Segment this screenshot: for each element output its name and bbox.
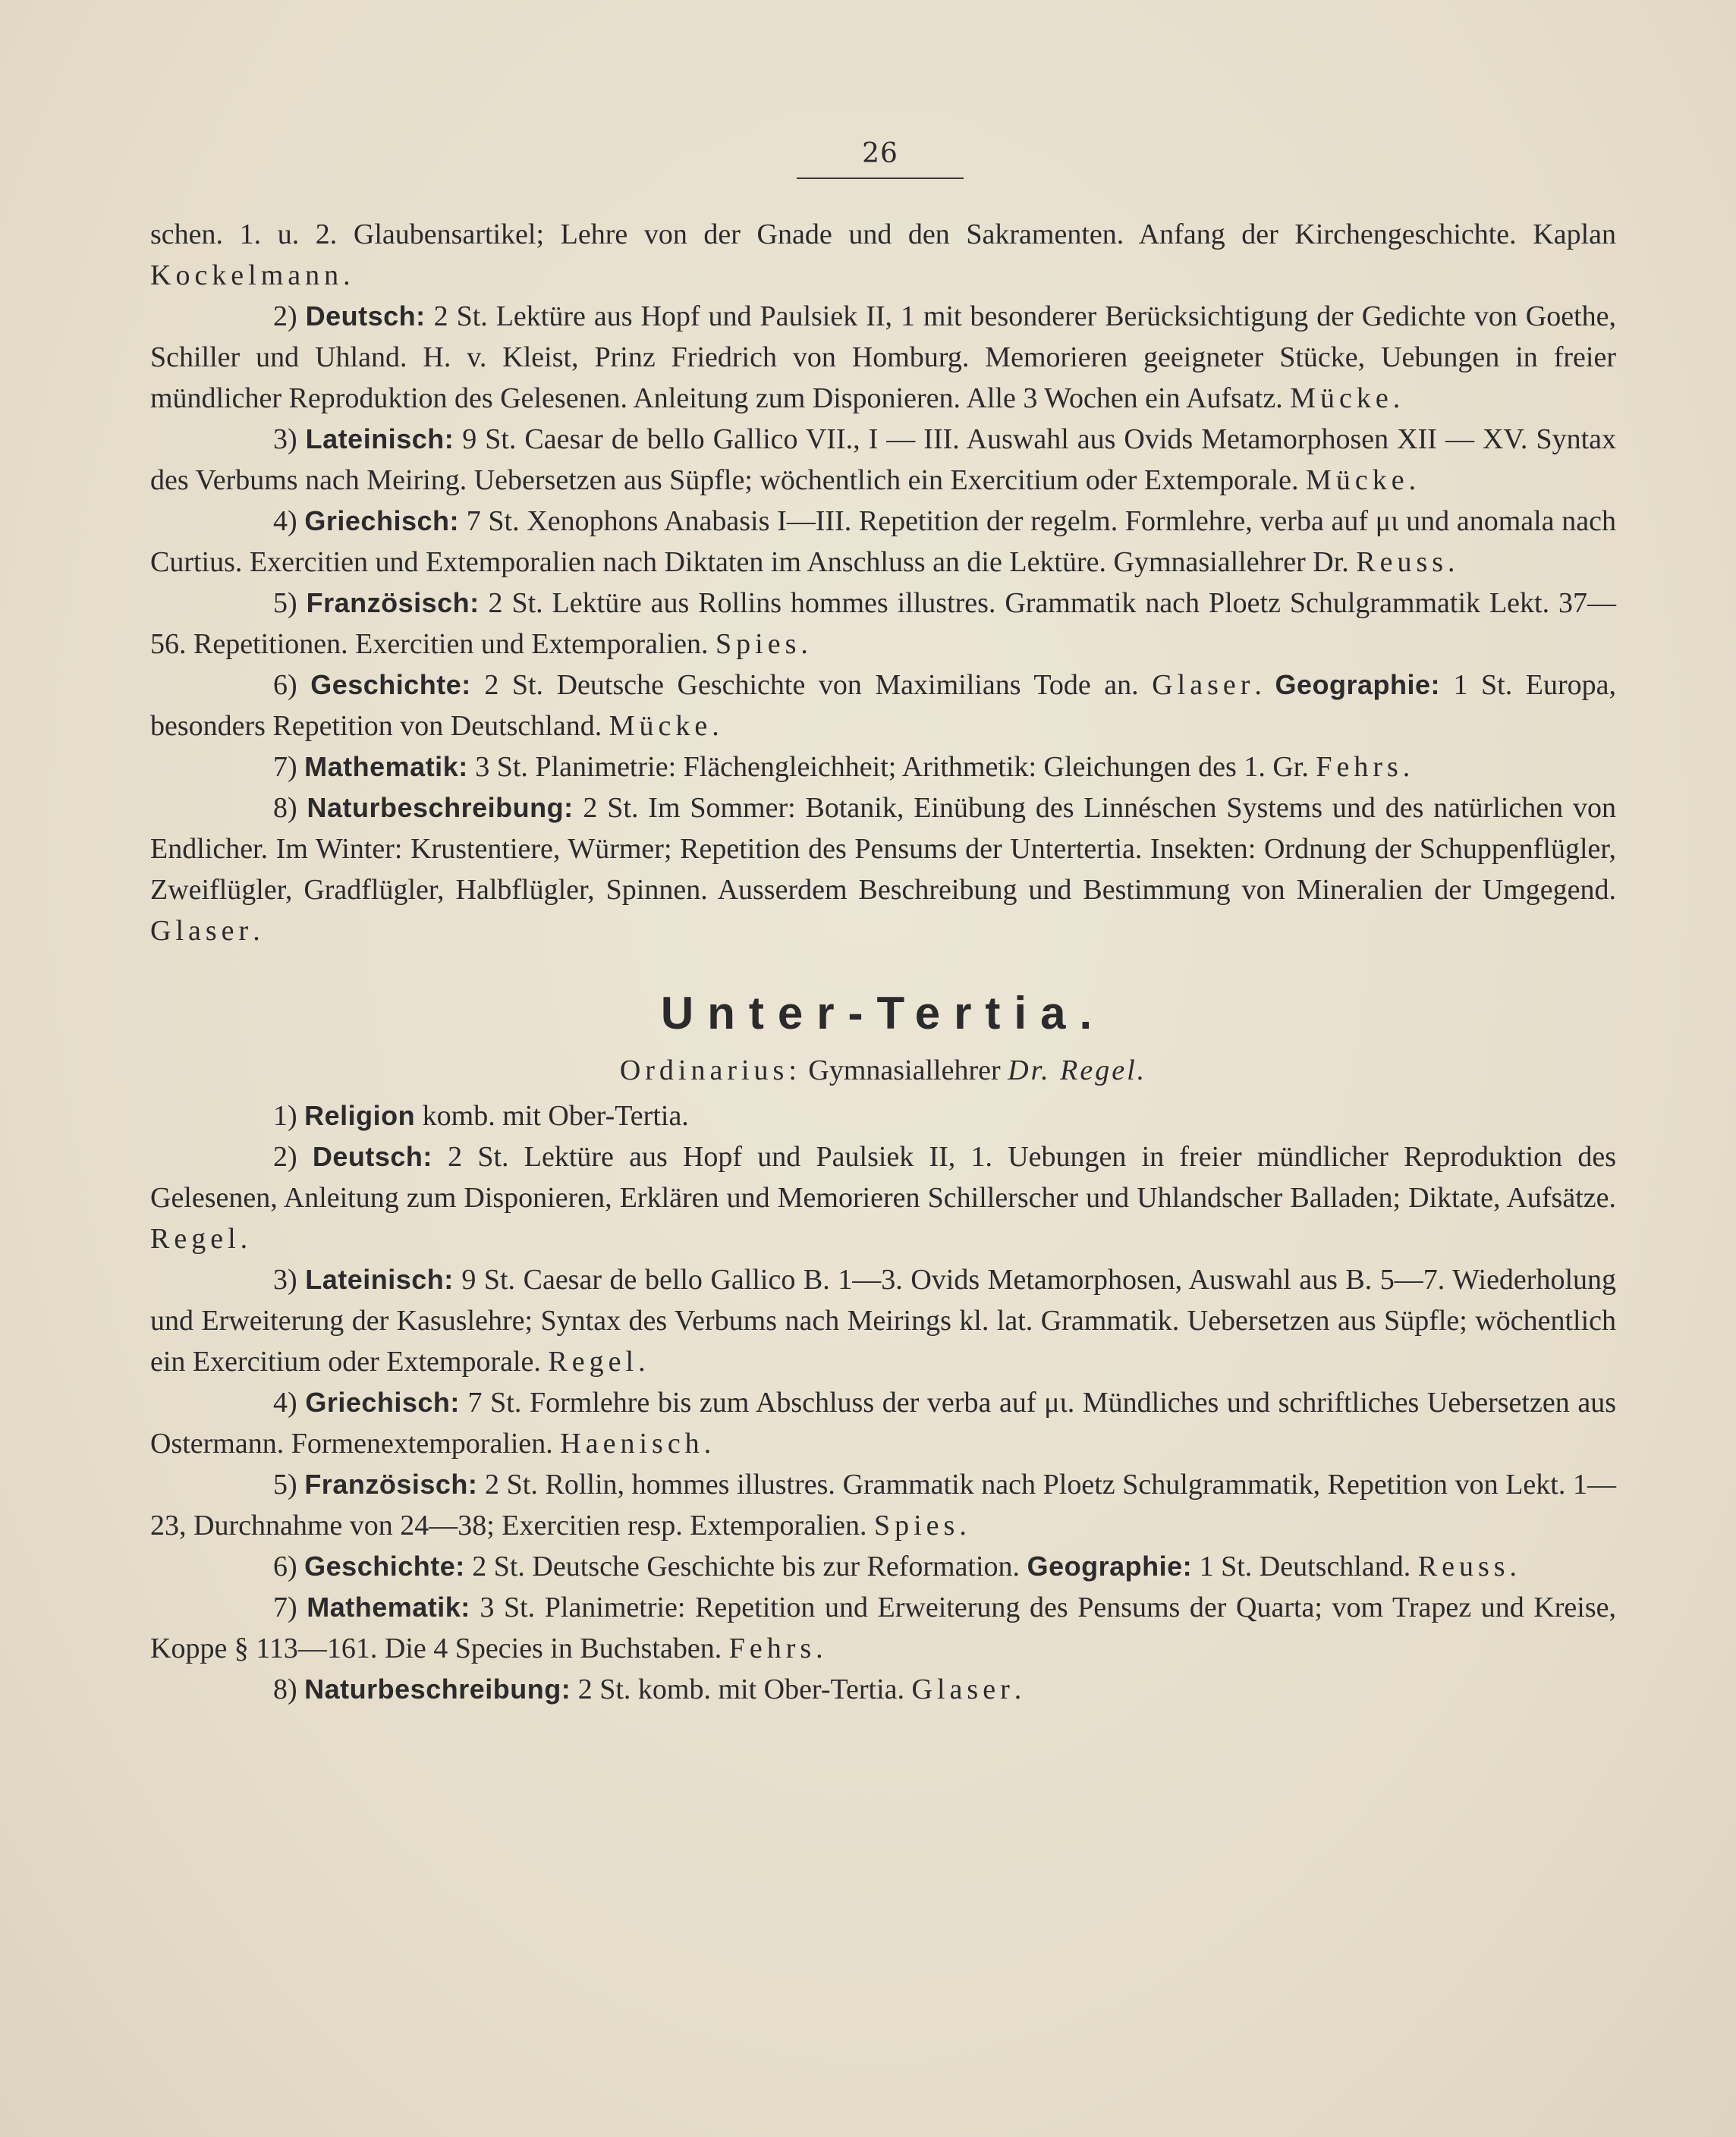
paragraph-text: komb. mit Ober-Tertia. <box>415 1100 689 1132</box>
punctuation: . <box>1402 751 1410 783</box>
punctuation: . <box>800 628 808 660</box>
paragraph-deutsch-ut <box>150 1136 1616 1259</box>
subject-heading: Französisch: <box>306 587 480 618</box>
page-number-rule <box>797 178 964 179</box>
punctuation: . <box>703 1428 712 1460</box>
paragraph-franzoesisch <box>150 583 1616 665</box>
paragraph-lateinisch-ut <box>150 1259 1616 1382</box>
paragraph-text: 2 St. Lektüre aus Rollins hommes illustres. Grammatik nach Ploetz Schulgrammatik Lekt. 37—56. Repetitionen. Exercitien und Extemporalien. <box>150 587 1616 660</box>
punctuation: . <box>1014 1673 1022 1705</box>
teacher-name: Regel <box>150 1223 241 1255</box>
subject-heading: Griechisch: <box>304 505 459 536</box>
item-number: 5) <box>273 587 297 619</box>
teacher-name: Reuss <box>1356 546 1448 578</box>
subject-heading: Geschichte: <box>310 669 471 700</box>
paragraph-text: 2 St. Lektüre aus Hopf und Paulsiek II, 1. Uebungen in freier mündlicher Reproduktion des Gelesenen, Anleitung zum Disponieren, Erklären und Memorieren Schillerscher und Uhlandscher Balladen; Diktate, Aufsätze. <box>150 1141 1617 1214</box>
teacher-name: Mücke <box>609 710 712 742</box>
teacher-name: Fehrs <box>728 1633 816 1664</box>
paragraph-text: 3 St. Planimetrie: Repetition und Erweiterung des Pensums der Quarta; vom Trapez und Kreise, Koppe § 113—161. Die 4 Species in Buchstaben. <box>150 1592 1616 1664</box>
subject-heading: Mathematik: <box>304 751 468 782</box>
item-number: 7) <box>273 1592 297 1623</box>
paragraph-mathematik-ut <box>150 1587 1616 1669</box>
paragraph-text: 9 St. Caesar de bello Gallico VII., I — III. Auswahl aus Ovids Metamorphosen XII — XV. Syntax des Verbums nach Meiring. Uebersetzen aus Süpfle; wöchentlich ein Exercitium oder Extemporale. <box>150 423 1617 496</box>
teacher-name: Glaser <box>911 1673 1014 1705</box>
item-number: 8) <box>273 1673 297 1705</box>
paragraph-franzoesisch-ut <box>150 1464 1616 1546</box>
paragraph-text: 2 St. Lektüre aus Hopf und Paulsiek II, 1 mit besonderer Berücksichtigung der Gedichte von Goethe, Schiller und Uhland. H. v. Kleist, Prinz Friedrich von Homburg. Memorieren geeigneter Stücke, Uebungen in freier mündlicher Reproduktion des Gelesenen. Anleitung zum Disponieren. Alle 3 Wochen ein Aufsatz. <box>150 300 1617 414</box>
punctuation: . <box>343 259 351 291</box>
paragraph-lateinisch <box>150 419 1616 501</box>
section-title: Unter-Tertia. <box>660 988 1106 1039</box>
teacher-name: Fehrs <box>1316 751 1403 783</box>
paragraph-naturbeschreibung-ut <box>150 1669 1616 1710</box>
paragraph-religion <box>150 1095 1616 1136</box>
teacher-name: Reuss <box>1417 1551 1510 1582</box>
punctuation: . <box>712 710 719 742</box>
ordinarius-title: Gymnasiallehrer <box>800 1054 1008 1086</box>
subject-heading: Naturbeschreibung: <box>304 1673 571 1705</box>
subject-heading-geographie: Geographie: <box>1275 669 1440 700</box>
paragraph-text: 2 St. Im Sommer: Botanik, Einübung des Linnéschen Systems und des natürlichen von Endlicher. Im Winter: Krustentiere, Würmer; Repetition des Pensums der Untertertia. Insekten: Ordnung der Schuppenflügler, Zweiflügler, Gradflügler, Halbflügler, Spinnen. Ausserdem Beschreibung und Bestimmung von Mineralien der Umgegend. <box>150 792 1616 906</box>
teacher-name: Kockelmann <box>150 259 344 291</box>
teacher-name: Spies <box>715 628 801 660</box>
paragraph-griechisch-ut <box>150 1382 1616 1464</box>
item-number: 2) <box>273 1141 297 1173</box>
subject-heading: Französisch: <box>304 1469 478 1500</box>
ordinarius-line <box>150 1050 1616 1091</box>
teacher-name: Mücke <box>1306 464 1409 496</box>
item-number: 6) <box>273 1551 297 1582</box>
item-number: 7) <box>273 751 297 783</box>
subject-heading: Deutsch: <box>312 1141 432 1172</box>
paragraph-text: 2 St. Rollin, hommes illustres. Grammatik nach Ploetz Schulgrammatik, Repetition von Lekt. 1—23, Durchnahme von 24—38; Exercitien resp. Extemporalien. <box>150 1469 1617 1541</box>
teacher-name: Haenisch <box>560 1428 704 1460</box>
teacher-name: Spies <box>873 1510 960 1541</box>
punctuation: . <box>959 1510 967 1541</box>
item-number: 3) <box>273 423 297 455</box>
item-number: 1) <box>273 1100 297 1132</box>
subject-heading: Griechisch: <box>305 1387 460 1418</box>
punctuation: . <box>1448 546 1455 578</box>
paragraph-deutsch <box>150 296 1616 419</box>
paragraph-text: 1 St. Deutschland. <box>1192 1551 1418 1582</box>
punctuation: . <box>1392 382 1401 414</box>
paragraph-mathematik <box>150 746 1616 787</box>
item-number: 4) <box>273 1387 297 1419</box>
ordinarius-name: Dr. Regel. <box>1008 1054 1147 1086</box>
item-number: 8) <box>273 792 297 824</box>
paragraph-text: 7 St. Formlehre bis zum Abschluss der verba auf μι. Mündliches und schriftliches Uebersetzen aus Ostermann. Formenextemporalien. <box>150 1387 1617 1460</box>
subject-heading-geographie: Geographie: <box>1027 1551 1193 1582</box>
punctuation: . <box>816 1633 823 1664</box>
paragraph-naturbeschreibung <box>150 787 1616 951</box>
paragraph-text: 7 St. Xenophons Anabasis I—III. Repetition der regelm. Formlehre, verba auf μι und anomala nach Curtius. Exercitien und Extemporalien nach Diktaten im Anschluss an die Lektüre. Gymnasiallehrer Dr. <box>150 505 1616 578</box>
page-body <box>150 214 1616 1710</box>
paragraph-text: 2 St. Deutsche Geschichte von Maximilians Tode an. <box>470 669 1153 701</box>
punctuation: . <box>1408 464 1417 496</box>
paragraph-geschichte-ut <box>150 1546 1616 1587</box>
item-number: 5) <box>273 1469 297 1501</box>
item-number: 4) <box>273 505 297 537</box>
ordinarius-label: Ordinarius: <box>619 1054 801 1086</box>
punctuation: . <box>253 915 260 947</box>
punctuation: . <box>638 1346 646 1378</box>
teacher-name: Regel <box>548 1346 639 1378</box>
punctuation: . <box>240 1223 248 1255</box>
subject-heading: Geschichte: <box>304 1551 465 1582</box>
teacher-name: Glaser <box>150 915 253 947</box>
punctuation: . <box>1509 1551 1517 1582</box>
paragraph-text: 9 St. Caesar de bello Gallico B. 1—3. Ovids Metamorphosen, Auswahl aus B. 5—7. Wiederholung und Erweiterung der Kasuslehre; Syntax des Verbums nach Meirings kl. lat. Grammatik. Uebersetzen aus Süpfle; wöchentlich ein Exercitium oder Extemporale. <box>150 1264 1617 1378</box>
subject-heading: Lateinisch: <box>305 1264 454 1295</box>
paragraph-text: schen. 1. u. 2. Glaubensartikel; Lehre von der Gnade und den Sakramenten. Anfang der Kirchengeschichte. Kaplan <box>150 218 1616 250</box>
paragraph-religion-continued <box>150 214 1616 296</box>
teacher-name: Glaser <box>1152 669 1255 701</box>
paragraph-text: 3 St. Planimetrie: Flächengleichheit; Arithmetik: Gleichungen des 1. Gr. <box>467 751 1316 783</box>
subject-heading: Deutsch: <box>305 300 426 332</box>
subject-heading: Mathematik: <box>307 1592 470 1623</box>
paragraph-text: 2 St. komb. mit Ober-Tertia. <box>571 1673 912 1705</box>
item-number: 3) <box>273 1264 297 1296</box>
paragraph-griechisch <box>150 501 1616 583</box>
teacher-name: Mücke <box>1290 382 1393 414</box>
paragraph-text: 1 St. Europa, besonders Repetition von Deutschland. <box>150 669 1617 742</box>
subject-heading: Naturbeschreibung: <box>307 792 574 823</box>
page-number: 26 <box>862 138 898 169</box>
subject-heading: Lateinisch: <box>305 423 454 454</box>
item-number: 2) <box>273 300 297 332</box>
subject-heading: Religion <box>304 1100 416 1131</box>
punctuation: . <box>1254 669 1275 701</box>
paragraph-geschichte <box>150 665 1616 746</box>
item-number: 6) <box>273 669 297 701</box>
paragraph-text: 2 St. Deutsche Geschichte bis zur Reformation. <box>464 1551 1027 1582</box>
